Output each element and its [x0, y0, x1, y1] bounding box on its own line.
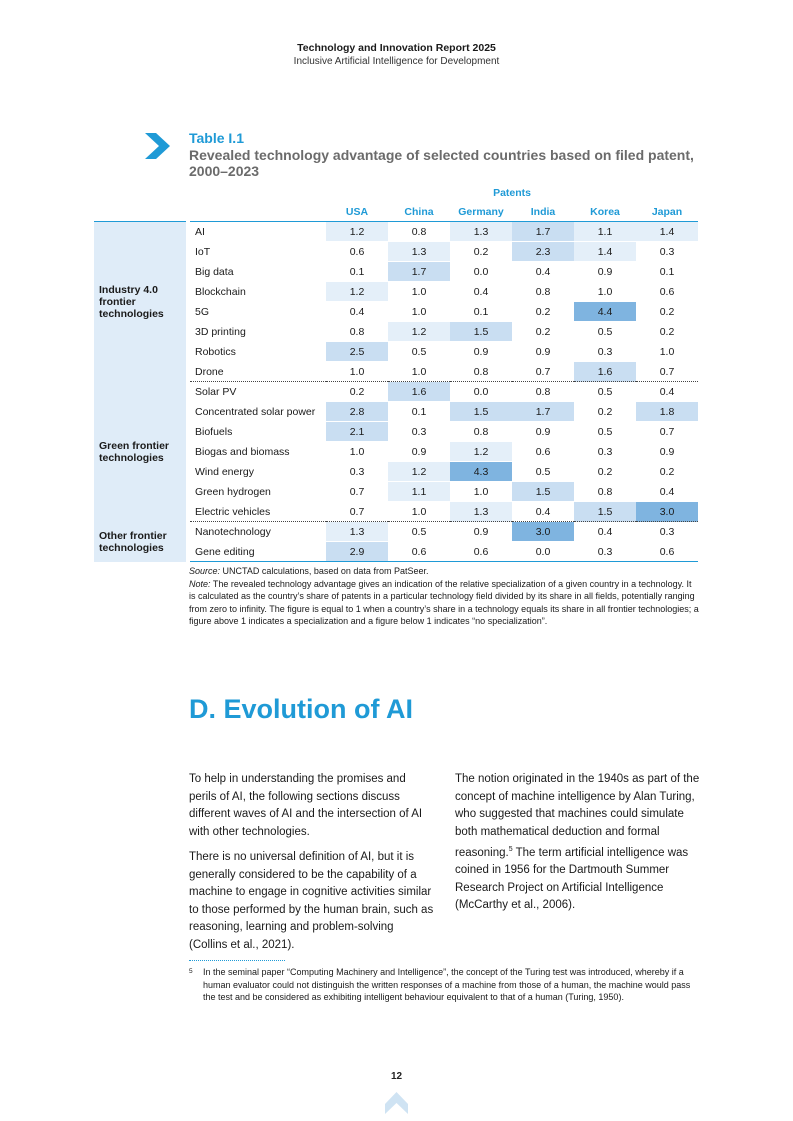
- value-cell: 0.0: [512, 542, 574, 562]
- technology-label: Robotics: [188, 342, 326, 362]
- value-cell: 1.3: [388, 242, 450, 262]
- technology-label: AI: [188, 222, 326, 242]
- value-cell: 0.4: [636, 382, 698, 402]
- value-cell: 0.3: [574, 542, 636, 562]
- page-number: 12: [390, 1071, 403, 1082]
- value-cell: 0.9: [512, 342, 574, 362]
- value-cell: 0.6: [450, 542, 512, 562]
- value-cell: 1.2: [388, 462, 450, 482]
- value-cell: 0.2: [636, 462, 698, 482]
- value-cell: 0.2: [636, 322, 698, 342]
- table-row: [94, 222, 698, 242]
- value-cell: 1.3: [326, 522, 388, 542]
- value-cell: 1.2: [326, 282, 388, 302]
- technology-label: Wind energy: [188, 462, 326, 482]
- value-cell: 1.5: [512, 482, 574, 502]
- value-cell: 0.2: [326, 382, 388, 402]
- note-label: Note:: [189, 578, 211, 589]
- value-cell: 0.6: [326, 242, 388, 262]
- value-cell: 0.9: [636, 442, 698, 462]
- value-cell: 0.4: [512, 262, 574, 282]
- value-cell: 0.7: [326, 502, 388, 522]
- footnote-separator: [189, 960, 285, 961]
- value-cell: 1.6: [388, 382, 450, 402]
- value-cell: 0.1: [450, 302, 512, 322]
- technology-label: Solar PV: [188, 382, 326, 402]
- value-cell: 4.4: [574, 302, 636, 322]
- country-header: China: [388, 202, 450, 222]
- value-cell: 0.8: [512, 282, 574, 302]
- value-cell: 2.5: [326, 342, 388, 362]
- value-cell: 0.1: [388, 402, 450, 422]
- value-cell: 0.2: [512, 302, 574, 322]
- value-cell: 0.9: [450, 342, 512, 362]
- value-cell: 0.5: [574, 322, 636, 342]
- value-cell: 0.3: [636, 242, 698, 262]
- text-column-left: [189, 771, 435, 962]
- value-cell: 1.1: [574, 222, 636, 242]
- technology-label: Biogas and biomass: [188, 442, 326, 462]
- technology-label: Big data: [188, 262, 326, 282]
- paragraph-part: The notion originated in the 1940s as part of the concept of machine intelligence by Alan Turing, who suggested that machines could simulate both mathematical deduction and formal reasoning.: [455, 773, 700, 859]
- report-subtitle: Inclusive Artificial Intelligence for Development: [293, 56, 500, 67]
- value-cell: 3.0: [512, 522, 574, 542]
- value-cell: 4.3: [450, 462, 512, 482]
- table-row: [94, 522, 698, 542]
- value-cell: 0.0: [450, 382, 512, 402]
- value-cell: 0.2: [450, 242, 512, 262]
- table-title: Revealed technology advantage of selected countries based on filed patent, 2000–2023: [189, 147, 694, 179]
- value-cell: 0.1: [326, 262, 388, 282]
- value-cell: 1.0: [326, 362, 388, 382]
- value-cell: 0.4: [326, 302, 388, 322]
- value-cell: 0.3: [574, 342, 636, 362]
- value-cell: 0.9: [574, 262, 636, 282]
- value-cell: 1.6: [574, 362, 636, 382]
- value-cell: 0.4: [512, 502, 574, 522]
- group-label: Industry 4.0 frontier technologies: [94, 222, 188, 382]
- value-cell: 0.2: [574, 462, 636, 482]
- text-column-right: [455, 771, 701, 923]
- value-cell: 0.5: [574, 382, 636, 402]
- value-cell: 0.5: [512, 462, 574, 482]
- page-header: [0, 42, 793, 68]
- technology-label: Electric vehicles: [188, 502, 326, 522]
- value-cell: 1.3: [450, 222, 512, 242]
- paragraph: To help in understanding the promises and perils of AI, the following sections discuss different waves of AI and the intersection of AI with other technologies.: [189, 773, 423, 838]
- value-cell: 1.7: [512, 402, 574, 422]
- value-cell: 0.1: [636, 262, 698, 282]
- group-label: Green frontier technologies: [94, 382, 188, 522]
- value-cell: 0.5: [388, 342, 450, 362]
- chevron-up-icon[interactable]: [384, 1090, 409, 1115]
- value-cell: 1.0: [388, 502, 450, 522]
- table-row: [94, 382, 698, 402]
- section-title: D. Evolution of AI: [189, 694, 413, 724]
- country-header: Germany: [450, 202, 512, 222]
- value-cell: 0.9: [388, 442, 450, 462]
- value-cell: 1.0: [636, 342, 698, 362]
- technology-label: Biofuels: [188, 422, 326, 442]
- value-cell: 1.2: [326, 222, 388, 242]
- technology-label: Drone: [188, 362, 326, 382]
- value-cell: 0.3: [574, 442, 636, 462]
- value-cell: 0.4: [574, 522, 636, 542]
- value-cell: 0.3: [388, 422, 450, 442]
- source-text: UNCTAD calculations, based on data from PatSeer.: [220, 566, 429, 576]
- value-cell: 0.7: [512, 362, 574, 382]
- paragraph-part: The term artificial intelligence was coined in 1956 for the Dartmouth Summer Research Project on Artificial Intelligence (McCarthy et al., 2006).: [455, 846, 689, 912]
- technology-label: Green hydrogen: [188, 482, 326, 502]
- value-cell: 1.0: [388, 282, 450, 302]
- value-cell: 0.4: [636, 482, 698, 502]
- value-cell: 1.4: [636, 222, 698, 242]
- value-cell: 0.7: [326, 482, 388, 502]
- value-cell: 0.8: [450, 362, 512, 382]
- paragraph: There is no universal definition of AI, but it is generally considered to be the capability of a machine to engage in cognitive activities similar to those performed by the human brain, such as reasoning, learning and problem-solving (Collins et al., 2021).: [189, 851, 434, 951]
- value-cell: 0.6: [388, 542, 450, 562]
- rta-table: [94, 183, 698, 562]
- paragraph: [455, 771, 701, 915]
- footnote: [189, 966, 699, 1004]
- note-text: The revealed technology advantage gives an indication of the relative specialization of a given country in a technology. It is calculated as the country’s share of patents in a particular technology field divided by its share in all fields, potentially ranging from zero to infinity. The figure is equal to 1 when a country’s share in a technology equals its share in all frontier technologies; a figure above 1 indicates a specialization and a figure below 1 indicates “no specialization”.: [189, 578, 699, 626]
- value-cell: 1.0: [388, 362, 450, 382]
- value-cell: 0.6: [636, 542, 698, 562]
- technology-label: Blockchain: [188, 282, 326, 302]
- explanatory-note: [189, 578, 699, 628]
- patents-header: Patents: [493, 186, 531, 199]
- country-header: Japan: [636, 202, 698, 222]
- value-cell: 0.7: [636, 362, 698, 382]
- value-cell: 1.3: [450, 502, 512, 522]
- technology-label: IoT: [188, 242, 326, 262]
- value-cell: 2.9: [326, 542, 388, 562]
- value-cell: 1.2: [450, 442, 512, 462]
- value-cell: 1.0: [326, 442, 388, 462]
- value-cell: 0.8: [326, 322, 388, 342]
- report-title: Technology and Innovation Report 2025: [297, 42, 496, 54]
- footnote-ref[interactable]: 5: [508, 846, 513, 853]
- value-cell: 0.0: [450, 262, 512, 282]
- value-cell: 2.3: [512, 242, 574, 262]
- country-header: USA: [326, 202, 388, 222]
- technology-label: 5G: [188, 302, 326, 322]
- value-cell: 0.2: [636, 302, 698, 322]
- value-cell: 0.5: [574, 422, 636, 442]
- value-cell: 0.9: [450, 522, 512, 542]
- value-cell: 1.7: [512, 222, 574, 242]
- value-cell: 1.5: [450, 402, 512, 422]
- value-cell: 1.8: [636, 402, 698, 422]
- value-cell: 0.5: [388, 522, 450, 542]
- value-cell: 1.2: [388, 322, 450, 342]
- technology-label: Nanotechnology: [188, 522, 326, 542]
- value-cell: 2.8: [326, 402, 388, 422]
- group-label: Other frontier technologies: [94, 522, 188, 562]
- value-cell: 1.0: [388, 302, 450, 322]
- value-cell: 1.0: [574, 282, 636, 302]
- country-header: India: [512, 202, 574, 222]
- table-notes: [189, 565, 699, 628]
- value-cell: 0.9: [512, 422, 574, 442]
- country-header: Korea: [574, 202, 636, 222]
- value-cell: 1.5: [574, 502, 636, 522]
- source-label: Source:: [189, 566, 221, 576]
- value-cell: 0.4: [450, 282, 512, 302]
- value-cell: 0.2: [512, 322, 574, 342]
- value-cell: 0.8: [512, 382, 574, 402]
- value-cell: 3.0: [636, 502, 698, 522]
- value-cell: 1.7: [388, 262, 450, 282]
- footnote-number: 5: [189, 968, 193, 975]
- technology-label: Gene editing: [188, 542, 326, 562]
- value-cell: 0.8: [388, 222, 450, 242]
- value-cell: 0.8: [574, 482, 636, 502]
- value-cell: 0.6: [512, 442, 574, 462]
- value-cell: 0.3: [326, 462, 388, 482]
- table-label: Table I.1: [189, 130, 244, 146]
- value-cell: 0.2: [574, 402, 636, 422]
- value-cell: 1.0: [450, 482, 512, 502]
- technology-label: 3D printing: [188, 322, 326, 342]
- value-cell: 2.1: [326, 422, 388, 442]
- source-note: [189, 565, 699, 578]
- value-cell: 0.3: [636, 522, 698, 542]
- value-cell: 1.1: [388, 482, 450, 502]
- value-cell: 0.7: [636, 422, 698, 442]
- chevron-right-icon: [143, 131, 173, 161]
- value-cell: 1.4: [574, 242, 636, 262]
- technology-label: Concentrated solar power: [188, 402, 326, 422]
- value-cell: 0.6: [636, 282, 698, 302]
- value-cell: 0.8: [450, 422, 512, 442]
- footnote-text: In the seminal paper “Computing Machinery and Intelligence”, the concept of the Turing test was introduced, whereby if a human evaluator could not distinguish the written responses of a machine from those of a human, the machine would pass the test and be considered as exhibiting intelligent behaviour equivalent to that of a human (Turing, 1950).: [203, 967, 691, 1002]
- value-cell: 1.5: [450, 322, 512, 342]
